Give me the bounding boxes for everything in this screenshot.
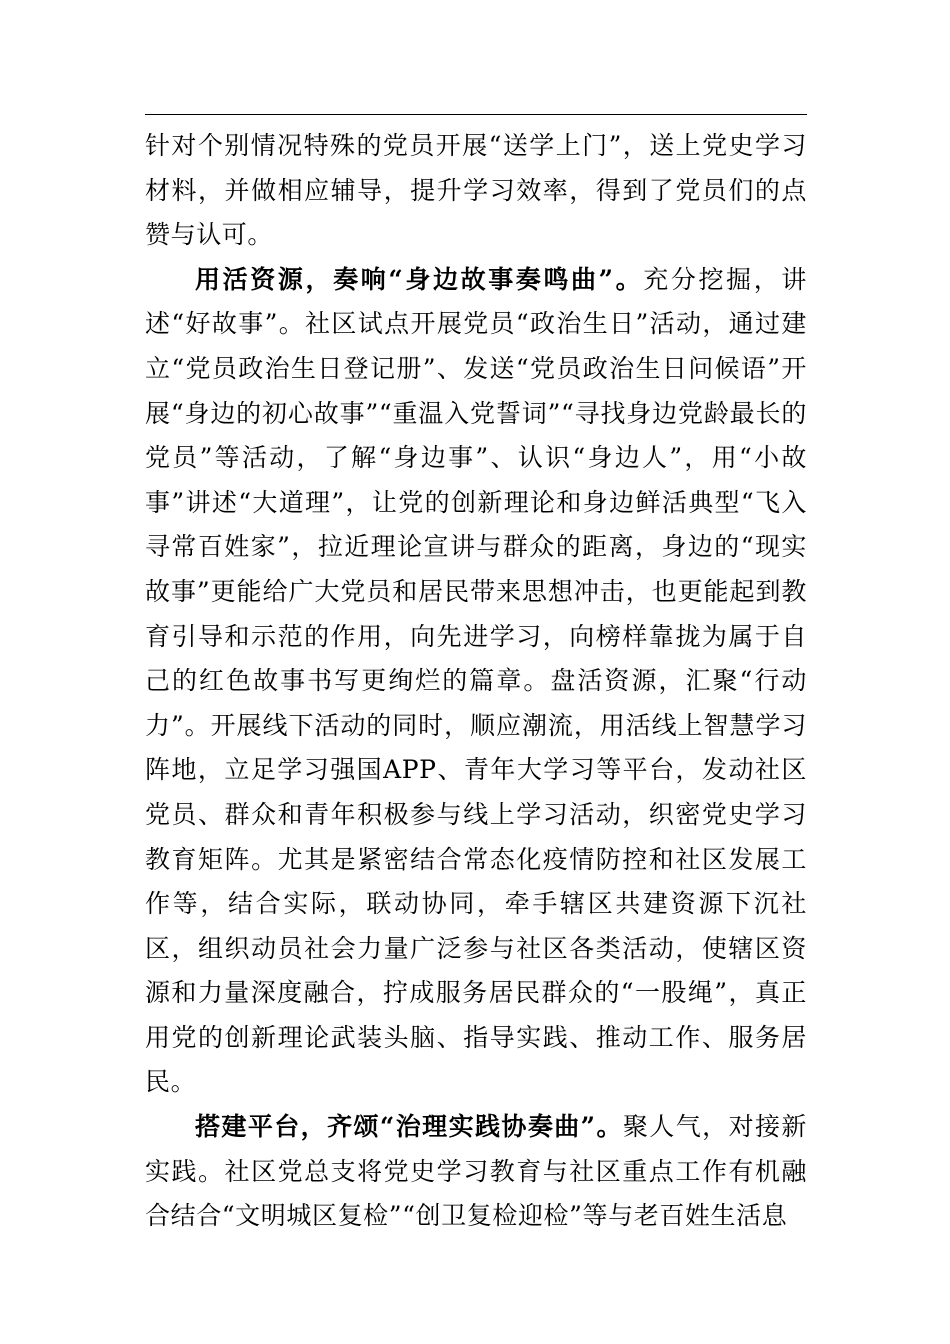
paragraph-text: 充分挖掘，讲述“好故事”。社区试点开展党员“政治生日”活动，通过建立“党员政治生日登记册”、发送“党员政治生日问候语”开展“身边的初心故事”“重温入党誓词”“寻找身边党龄最长的党员”等活动，了解“身边事”、认识“身边人”，用“小故事”讲述“大道理”，让党的创新理论和身边鲜活典型“飞入寻常百姓家”，拉近理论宣讲与群众的距离，身边的“现实故事”更能给广大党员和居民带来思想冲击，也更能起到教育引导和示范的作用，向先进学习，向榜样靠拢为属于自己的红色故事书写更绚烂的篇章。盘活资源，汇聚“行动力”。开展线下活动的同时，顺应潮流，用活线上智慧学习阵地，立足学习强国APP、青年大学习等平台，发动社区党员、群众和青年积极参与线上学习活动，织密党史学习教育矩阵。尤其是紧密结合常态化疫情防控和社区发展工作等，结合实际，联动协同，牵手辖区共建资源下沉社区，组织动员社会力量广泛参与社区各类活动，使辖区资源和力量深度融合，拧成服务居民群众的“一股绳”，真正用党的创新理论武装头脑、指导实践、推动工作、服务居民。 [145,264,807,1097]
paragraph-story-resources [145,258,807,1105]
paragraph-lead-heading: 用活资源，奏响“身边故事奏鸣曲”。 [195,264,644,294]
document-body [145,124,807,1239]
paragraph-lead-heading: 搭建平台，齐颂“治理实践协奏曲”。 [195,1112,623,1142]
paragraph-text: 聚人气，对接新实践。社区党总支将党史学习教育与社区重点工作有机融合结合“文明城区复检”“创卫复检迎检”等与老百姓生活息 [145,1112,808,1231]
header-rule [145,114,807,115]
paragraph-text: 针对个别情况特殊的党员开展“送学上门”，送上党史学习材料，并做相应辅导，提升学习效率，得到了党员们的点赞与认可。 [145,131,807,250]
paragraph-governance-platform [145,1105,807,1239]
paragraph-continuation [145,124,807,258]
